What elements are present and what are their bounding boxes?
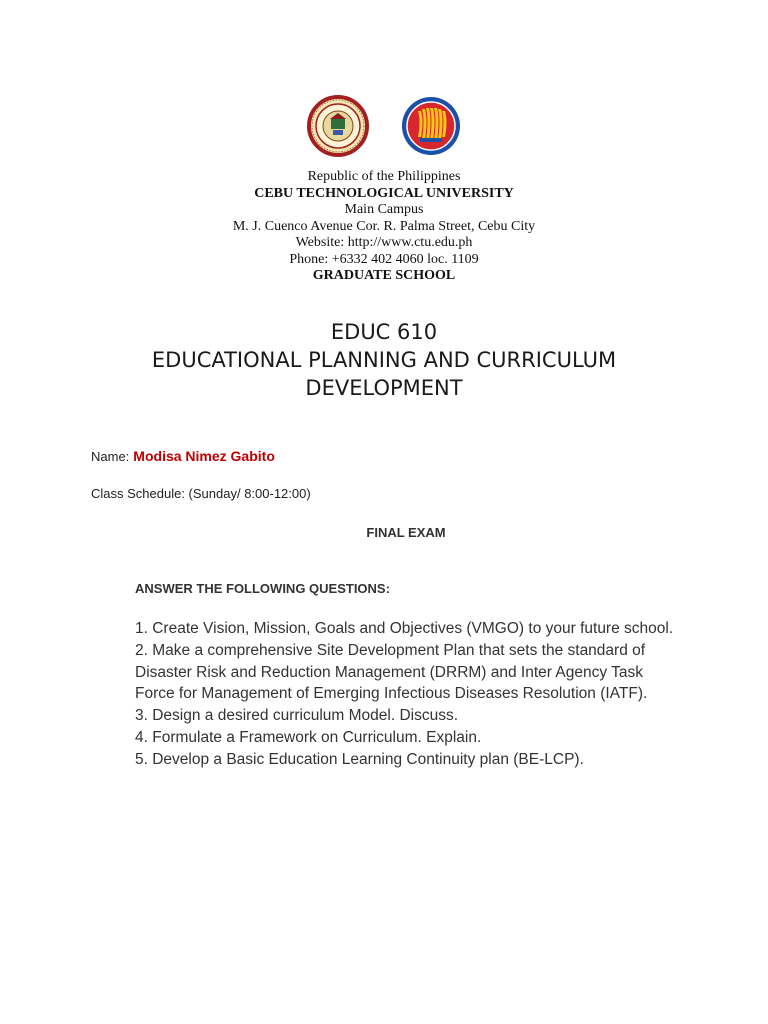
question-item: 4. Formulate a Framework on Curriculum. Explain. (135, 728, 482, 746)
exam-title: FINAL EXAM (366, 525, 446, 540)
student-name-row (91, 448, 275, 464)
asean-emblem-logo (400, 95, 462, 157)
course-title-line-2: DEVELOPMENT (305, 376, 463, 400)
course-title-block (0, 318, 768, 402)
exam-instructions: ANSWER THE FOLLOWING QUESTIONS: (135, 581, 390, 596)
class-schedule: Class Schedule: (Sunday/ 8:00-12:00) (91, 486, 311, 501)
republic-line: Republic of the Philippines (307, 169, 461, 184)
university-seal-logo (306, 95, 370, 157)
phone-line: Phone: +6332 402 4060 loc. 1109 (289, 251, 479, 267)
student-name: Modisa Nimez Gabito (133, 448, 275, 464)
graduate-school-line: GRADUATE SCHOOL (312, 268, 456, 283)
logo-row (0, 95, 768, 157)
question-item: 3. Design a desired curriculum Model. Discuss. (135, 707, 459, 725)
question-item: 5. Develop a Basic Education Learning Continuity plan (BE-LCP). (135, 750, 584, 768)
institution-header (0, 169, 768, 285)
university-name: CEBU TECHNOLOGICAL UNIVERSITY (254, 185, 514, 201)
question-list (135, 618, 680, 771)
course-code: EDUC 610 (330, 320, 438, 344)
website-line: Website: http://www.ctu.edu.ph (295, 235, 473, 250)
question-item: 1. Create Vision, Mission, Goals and Objectives (VMGO) to your future school. (135, 620, 674, 637)
course-title-line-1: EDUCATIONAL PLANNING AND CURRICULUM (151, 348, 617, 372)
campus-line: Main Campus (344, 202, 424, 217)
question-item: 2. Make a comprehensive Site Development Plan that sets the standard of Disaster Risk and Reduction Management (DRRM) and Inter Agency Task Force for Management of Emerging Infectious Diseases Resolution (IATF). (135, 641, 648, 703)
name-label: Name: (91, 449, 130, 464)
address-line: M. J. Cuenco Avenue Cor. R. Palma Street, Cebu City (232, 218, 536, 234)
